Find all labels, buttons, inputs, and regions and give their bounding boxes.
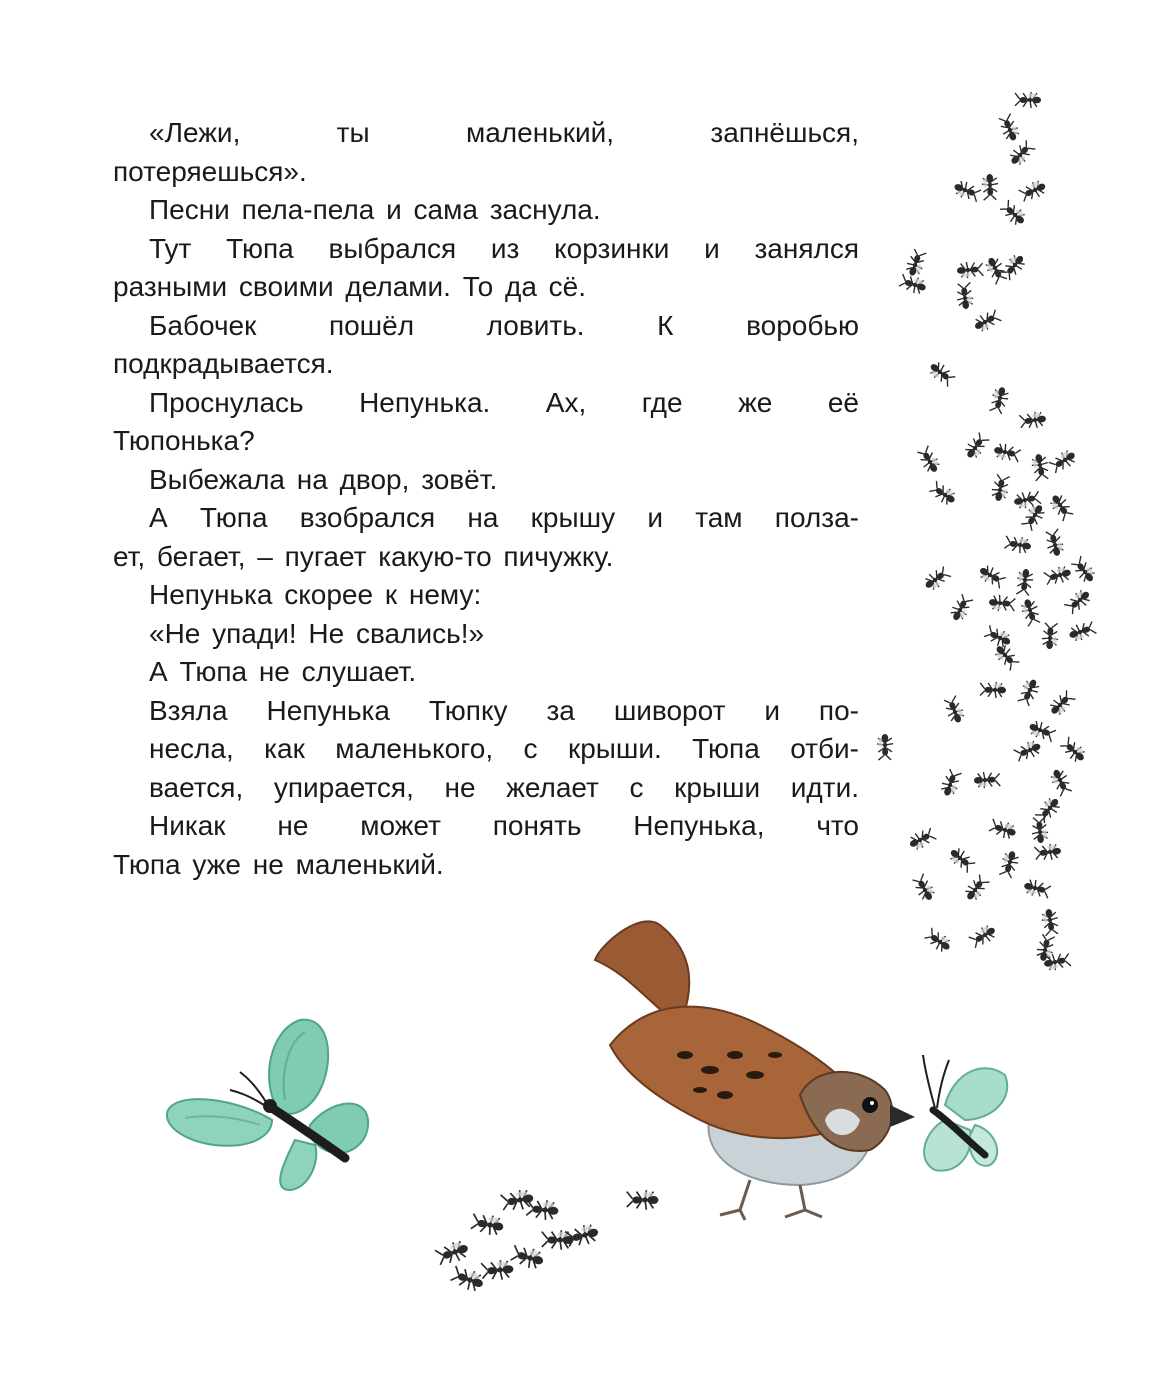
text-line: Песни пела-пела и сама заснула. [149, 194, 601, 225]
ant-icon [526, 1199, 559, 1221]
ant-icon [481, 1259, 514, 1281]
text-line: Непунька скорее к нему: [149, 579, 482, 610]
ant-icon [510, 1244, 546, 1271]
text-line: Проснулась Непунька. Ах, где же её [149, 386, 859, 418]
text-line: Взяла Непунька Тюпку за шиворот и по- [149, 694, 859, 726]
text-line: Бабочек пошёл ловить. К воробью [149, 309, 859, 341]
text-line: подкрадывается. [113, 348, 334, 379]
text-line: ет, бегает, – пугает какую-то пичужку. [113, 540, 614, 572]
text-line: Тюпонька? [113, 425, 255, 456]
text-line: несла, как маленького, с крыши. Тюпа отби- [149, 733, 859, 764]
ant-icon [470, 1212, 505, 1237]
text-line: Никак не может понять Непунька, что [149, 810, 859, 841]
text-line: потеряешься». [113, 155, 307, 187]
text-line: вается, упирается, не желает с крыши идти. [149, 771, 859, 803]
ant-icon [627, 1190, 659, 1210]
text-line: Тут Тюпа выбрался из корзинки и занялся [149, 232, 859, 264]
ant-icon [450, 1265, 486, 1294]
text-line: А Тюпа не слушает. [149, 656, 417, 687]
text-line: Тюпа уже не маленький. [113, 848, 444, 880]
text-line: разными своими делами. То да сё. [113, 271, 587, 302]
ant-icon [500, 1188, 535, 1213]
text-line: «Не упади! Не свались!» [149, 617, 485, 649]
text-line: А Тюпа взобрался на крышу и там полза- [149, 502, 859, 533]
ant-icon [435, 1238, 471, 1267]
text-line: «Лежи, ты маленький, запнёшься, [149, 117, 859, 148]
ant-icon [565, 1222, 601, 1249]
text-line: Выбежала на двор, зовёт. [149, 463, 498, 495]
